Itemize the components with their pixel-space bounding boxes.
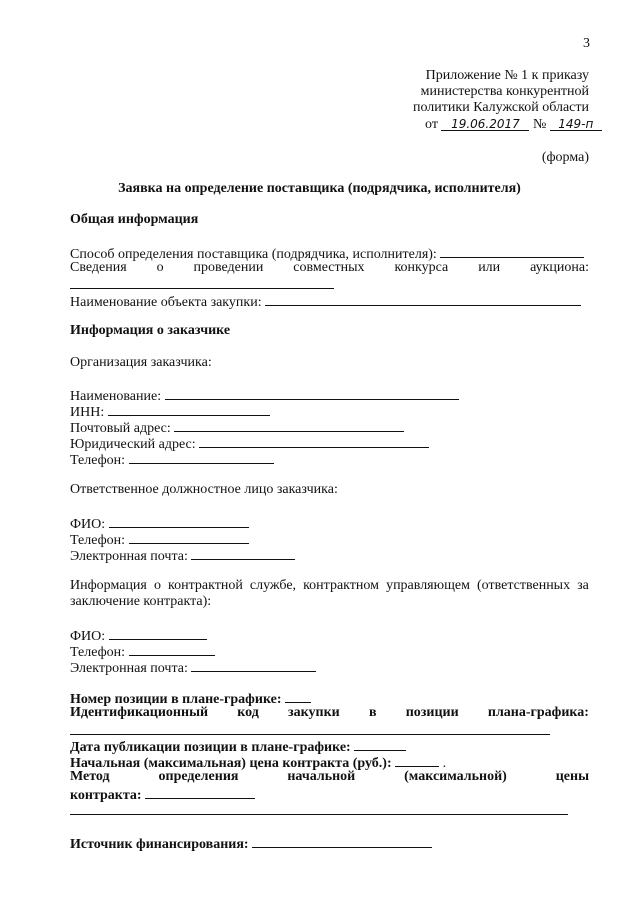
- name-label: Наименование:: [70, 389, 162, 404]
- page-number: 3: [583, 36, 590, 51]
- phone3-label: Телефон:: [70, 645, 126, 660]
- legal-label: Юридический адрес:: [70, 437, 196, 452]
- contract-service-row: [70, 578, 589, 594]
- position-field[interactable]: [285, 689, 311, 703]
- inn-field[interactable]: [108, 402, 270, 416]
- phone3-field[interactable]: [129, 642, 215, 656]
- email-row: [70, 546, 295, 565]
- org-label: Организация заказчика:: [70, 355, 212, 370]
- postal-label: Почтовый адрес:: [70, 421, 171, 436]
- phone-row: [70, 450, 274, 469]
- method-label: Способ определения поставщика (подрядчика, исполнителя):: [70, 247, 437, 262]
- nmck-field[interactable]: [395, 753, 439, 767]
- customer-info-heading: Информация о заказчике: [70, 323, 231, 338]
- general-info-heading: Общая информация: [70, 212, 199, 227]
- contract-service-word: о: [153, 578, 161, 593]
- form-label: (форма): [541, 150, 589, 165]
- ikz-word: закупки: [288, 705, 340, 720]
- date-value: 19.06.2017: [441, 116, 529, 131]
- responsible-label: Ответственное должностное лицо заказчика:: [70, 482, 338, 497]
- contract-row: [70, 785, 255, 804]
- email3-label: Электронная почта:: [70, 661, 188, 676]
- document-title: Заявка на определение поставщика (подрядчика, исполнителя): [118, 181, 521, 196]
- email-label: Электронная почта:: [70, 549, 188, 564]
- number-sign: №: [532, 117, 547, 132]
- date-prefix: от: [425, 117, 438, 132]
- funding-label: Источник финансирования:: [70, 837, 249, 852]
- number-value: 149-п: [550, 116, 602, 131]
- ikz-word: позиции: [405, 705, 459, 720]
- contract-service-word: службе,: [249, 578, 297, 593]
- object-field[interactable]: [265, 292, 581, 306]
- funding-field[interactable]: [252, 834, 432, 848]
- joint-word: или: [478, 260, 501, 275]
- funding-row: [70, 834, 432, 853]
- contract-service-word: (ответственных: [477, 578, 571, 593]
- method-price-word: Метод: [70, 769, 110, 784]
- phone2-field[interactable]: [129, 530, 249, 544]
- fio-field[interactable]: [109, 514, 249, 528]
- contract-service-word: контрактной: [168, 578, 243, 593]
- method-price-extra-field[interactable]: [70, 814, 568, 815]
- header-line-1: Приложение № 1 к приказу: [425, 68, 589, 83]
- email3-field[interactable]: [191, 658, 316, 672]
- phone-label: Телефон:: [70, 453, 126, 468]
- contract-service-word: за: [577, 578, 589, 593]
- ikz-field[interactable]: [70, 734, 550, 735]
- legal-field[interactable]: [199, 434, 429, 448]
- contract-service-word: Информация: [70, 578, 147, 593]
- contract-field[interactable]: [145, 785, 255, 799]
- nmck-label: Начальная (максимальная) цена контракта (руб.):: [70, 756, 392, 771]
- pub-date-label: Дата публикации позиции в плане-графике:: [70, 740, 351, 755]
- ikz-word: в: [368, 705, 377, 720]
- ikz-word: плана-графика:: [487, 705, 589, 720]
- phone-field[interactable]: [129, 450, 274, 464]
- position-label: Номер позиции в плане-графике:: [70, 692, 282, 707]
- object-row: [70, 292, 581, 311]
- phone2-label: Телефон:: [70, 533, 126, 548]
- header-line-3: политики Калужской области: [413, 100, 589, 115]
- method-field[interactable]: [440, 244, 584, 258]
- joint-procurement-row: [70, 260, 589, 276]
- ikz-word: код: [237, 705, 259, 720]
- joint-word: совместных: [293, 260, 365, 275]
- ikz-row: [70, 705, 589, 721]
- postal-field[interactable]: [174, 418, 404, 432]
- email-field[interactable]: [191, 546, 295, 560]
- fio3-field[interactable]: [109, 626, 207, 640]
- fio-label: ФИО:: [70, 517, 106, 532]
- joint-word: конкурса: [394, 260, 449, 275]
- contract-label: контракта:: [70, 788, 142, 803]
- object-label: Наименование объекта закупки:: [70, 295, 262, 310]
- header-line-2: министерства конкурентной: [420, 84, 589, 99]
- method-price-word: цены: [555, 769, 589, 784]
- ikz-word: Идентификационный: [70, 705, 209, 720]
- joint-procurement-field[interactable]: [70, 288, 334, 289]
- fio3-label: ФИО:: [70, 629, 106, 644]
- joint-word: аукциона:: [530, 260, 589, 275]
- inn-label: ИНН:: [70, 405, 105, 420]
- name-field[interactable]: [165, 386, 459, 400]
- method-price-row: [70, 769, 589, 785]
- header-date-line: [425, 116, 602, 133]
- joint-word: Сведения: [70, 260, 127, 275]
- contract-service-word: управляющем: [386, 578, 470, 593]
- email3-row: [70, 658, 316, 677]
- pub-date-field[interactable]: [354, 737, 406, 751]
- nmck-row: Начальная (максимальная) цена контракта (руб.): .: [70, 753, 446, 772]
- method-price-word: определения: [158, 769, 239, 784]
- joint-word: о: [156, 260, 164, 275]
- contract-service-word: контрактном: [303, 578, 379, 593]
- method-price-word: начальной: [287, 769, 356, 784]
- contract-service-line-2: заключение контракта):: [70, 594, 212, 609]
- joint-word: проведении: [193, 260, 264, 275]
- method-price-word: (максимальной): [404, 769, 507, 784]
